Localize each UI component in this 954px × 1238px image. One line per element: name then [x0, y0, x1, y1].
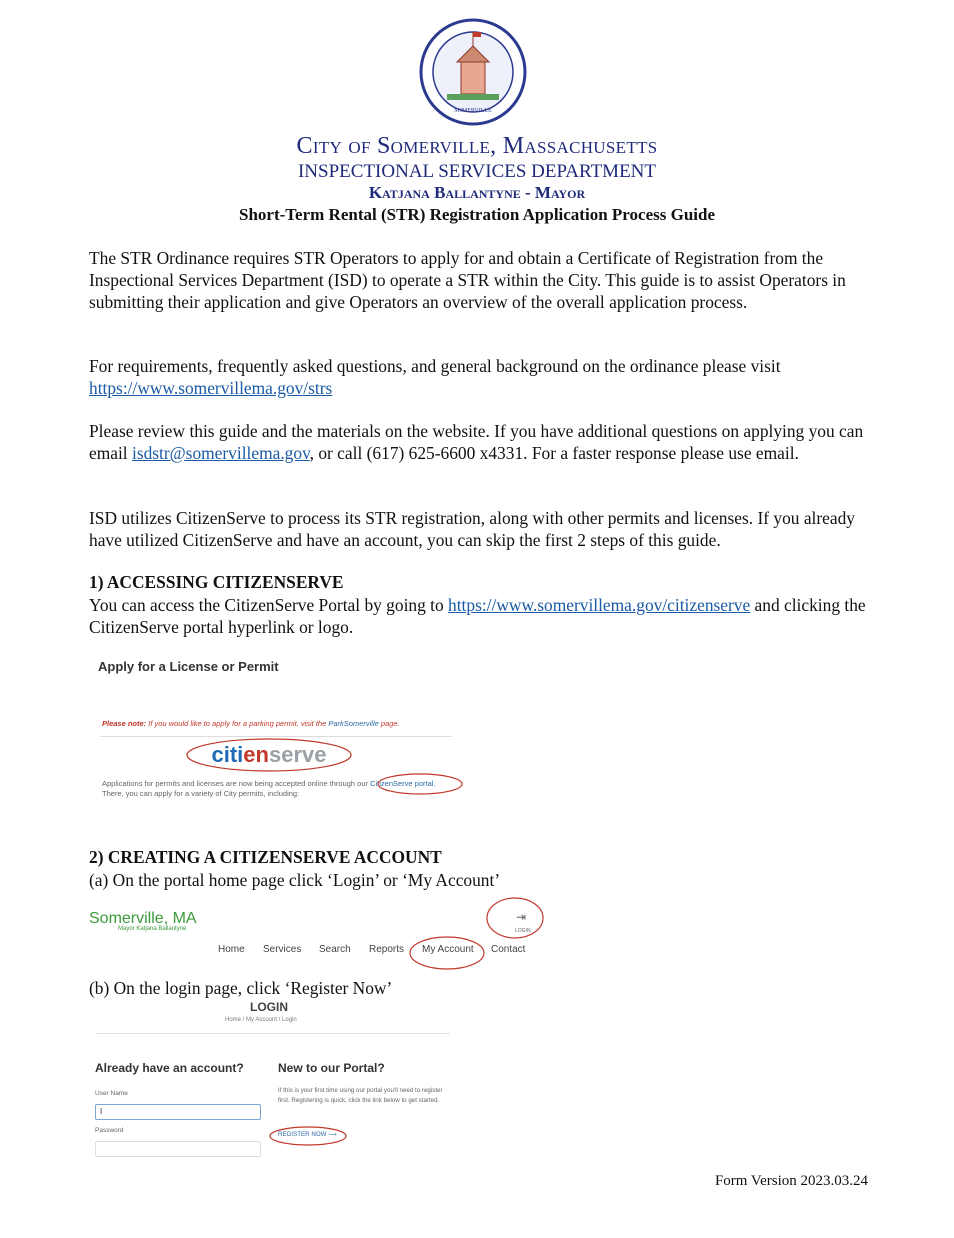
intro-paragraph-1: The STR Ordinance requires STR Operators to apply for and obtain a Certificate of Registration from the Inspectional Services Department (ISD) to operate a STR within the City. This guide is to assist Operators in submitting their application and give Operators an overview of the overall application process.	[89, 248, 846, 312]
apply-license-title: Apply for a License or Permit	[98, 659, 279, 674]
city-title: City of Somerville, Massachusetts	[296, 133, 658, 159]
city-seal-logo	[417, 18, 529, 126]
guide-title: Short-Term Rental (STR) Registration Application Process Guide	[239, 205, 715, 224]
portal-link-annotation-circle	[376, 772, 464, 796]
nav-search[interactable]: Search	[319, 944, 351, 955]
citizenserve-link[interactable]: https://www.somervillema.gov/citizenserve	[448, 595, 751, 615]
logo-annotation-circle	[184, 736, 354, 774]
access-text: You can access the CitizenServe Portal by going to	[89, 595, 449, 615]
form-version: Form Version 2023.03.24	[714, 1173, 868, 1189]
step-b-text: (b) On the login page, click ‘Register Now’	[89, 978, 393, 998]
section-1-text	[89, 594, 874, 638]
intro-paragraph-4: ISD utilizes CitizenServe to process its STR registration, along with other permits and licenses. If you already have utilized CitizenServe and have an account, you can skip the first 2 steps of this guide.	[89, 508, 855, 550]
password-input[interactable]	[95, 1141, 261, 1157]
login-icon[interactable]: ⇥	[516, 910, 527, 924]
clicking-text: and clicking the CitizenServe portal hyperlink or logo.	[89, 595, 866, 637]
nav-reports[interactable]: Reports	[369, 944, 405, 955]
citizenserve-portal-link[interactable]: CitizenServe portal.	[370, 779, 436, 788]
review-text: Please review this guide and the materials on the website. If you have additional questions on applying you can email	[89, 421, 864, 463]
login-annotation-circle	[483, 890, 545, 942]
note-end: page.	[378, 719, 400, 728]
intro-paragraph-3	[89, 420, 874, 464]
username-label: User Name	[95, 1090, 128, 1097]
requirements-text: For requirements, frequently asked questions, and general background on the ordinance please visit	[89, 356, 781, 376]
step-a-text: (a) On the portal home page click ‘Login’ or ‘My Account’	[89, 870, 501, 890]
register-annotation-circle	[268, 1125, 348, 1147]
section-1-heading: 1) ACCESSING CITIZENSERVE	[89, 572, 344, 592]
breadcrumb: Home / My Account / Login	[225, 1017, 297, 1023]
have-account-heading: Already have an account?	[95, 1061, 244, 1075]
strs-link[interactable]: https://www.somervillema.gov/strs	[89, 378, 333, 398]
mayor-line: Katjana Ballantyne - Mayor	[368, 183, 586, 202]
note-label: Please note:	[102, 719, 147, 728]
password-label: Password	[95, 1127, 124, 1134]
new-portal-heading: New to our Portal?	[278, 1061, 385, 1075]
logo-serve: serve	[268, 742, 327, 767]
username-input[interactable]: I	[95, 1104, 261, 1120]
parksomerville-link[interactable]: ParkSomerville	[328, 719, 379, 728]
logo-mid: en	[243, 742, 269, 767]
divider	[95, 1033, 450, 1034]
somerville-logo[interactable]: Somerville, MA	[89, 910, 197, 927]
somerville-mayor-sub: Mayor Katjana Ballantyne	[118, 926, 187, 932]
login-label[interactable]: LOGIN	[515, 928, 531, 934]
new-portal-text: If this is your first time using our portal you'll need to register first. Registering is quick, click the link below to get started.	[278, 1087, 443, 1104]
nav-services[interactable]: Services	[263, 944, 302, 955]
section-2-heading: 2) CREATING A CITIZENSERVE ACCOUNT	[89, 847, 442, 867]
logo-citi: citi	[211, 742, 244, 767]
note-text: If you would like to apply for a parking permit, visit the	[146, 719, 329, 728]
register-now-link[interactable]: REGISTER NOW ⟶	[278, 1131, 338, 1138]
call-text: , or call (617) 625-6600 x4331. For a faster response please use email.	[309, 443, 799, 463]
email-link[interactable]: isdstr@somervillema.gov	[131, 443, 310, 463]
login-page-title: LOGIN	[250, 1000, 288, 1014]
apps-line2: There, you can apply for a variety of City permits, including:	[102, 789, 300, 798]
apps-text: Applications for permits and licenses are now being accepted online through our	[102, 779, 371, 788]
nav-contact[interactable]: Contact	[491, 944, 526, 955]
intro-paragraph-2	[89, 355, 874, 399]
svg-text:SOMERVILLE: SOMERVILLE	[454, 108, 492, 114]
parking-note	[102, 719, 400, 728]
my-account-annotation-circle	[408, 934, 486, 972]
department-title: INSPECTIONAL SERVICES DEPARTMENT	[297, 161, 656, 182]
nav-home[interactable]: Home	[218, 944, 245, 955]
nav-my-account[interactable]: My Account	[422, 944, 474, 955]
